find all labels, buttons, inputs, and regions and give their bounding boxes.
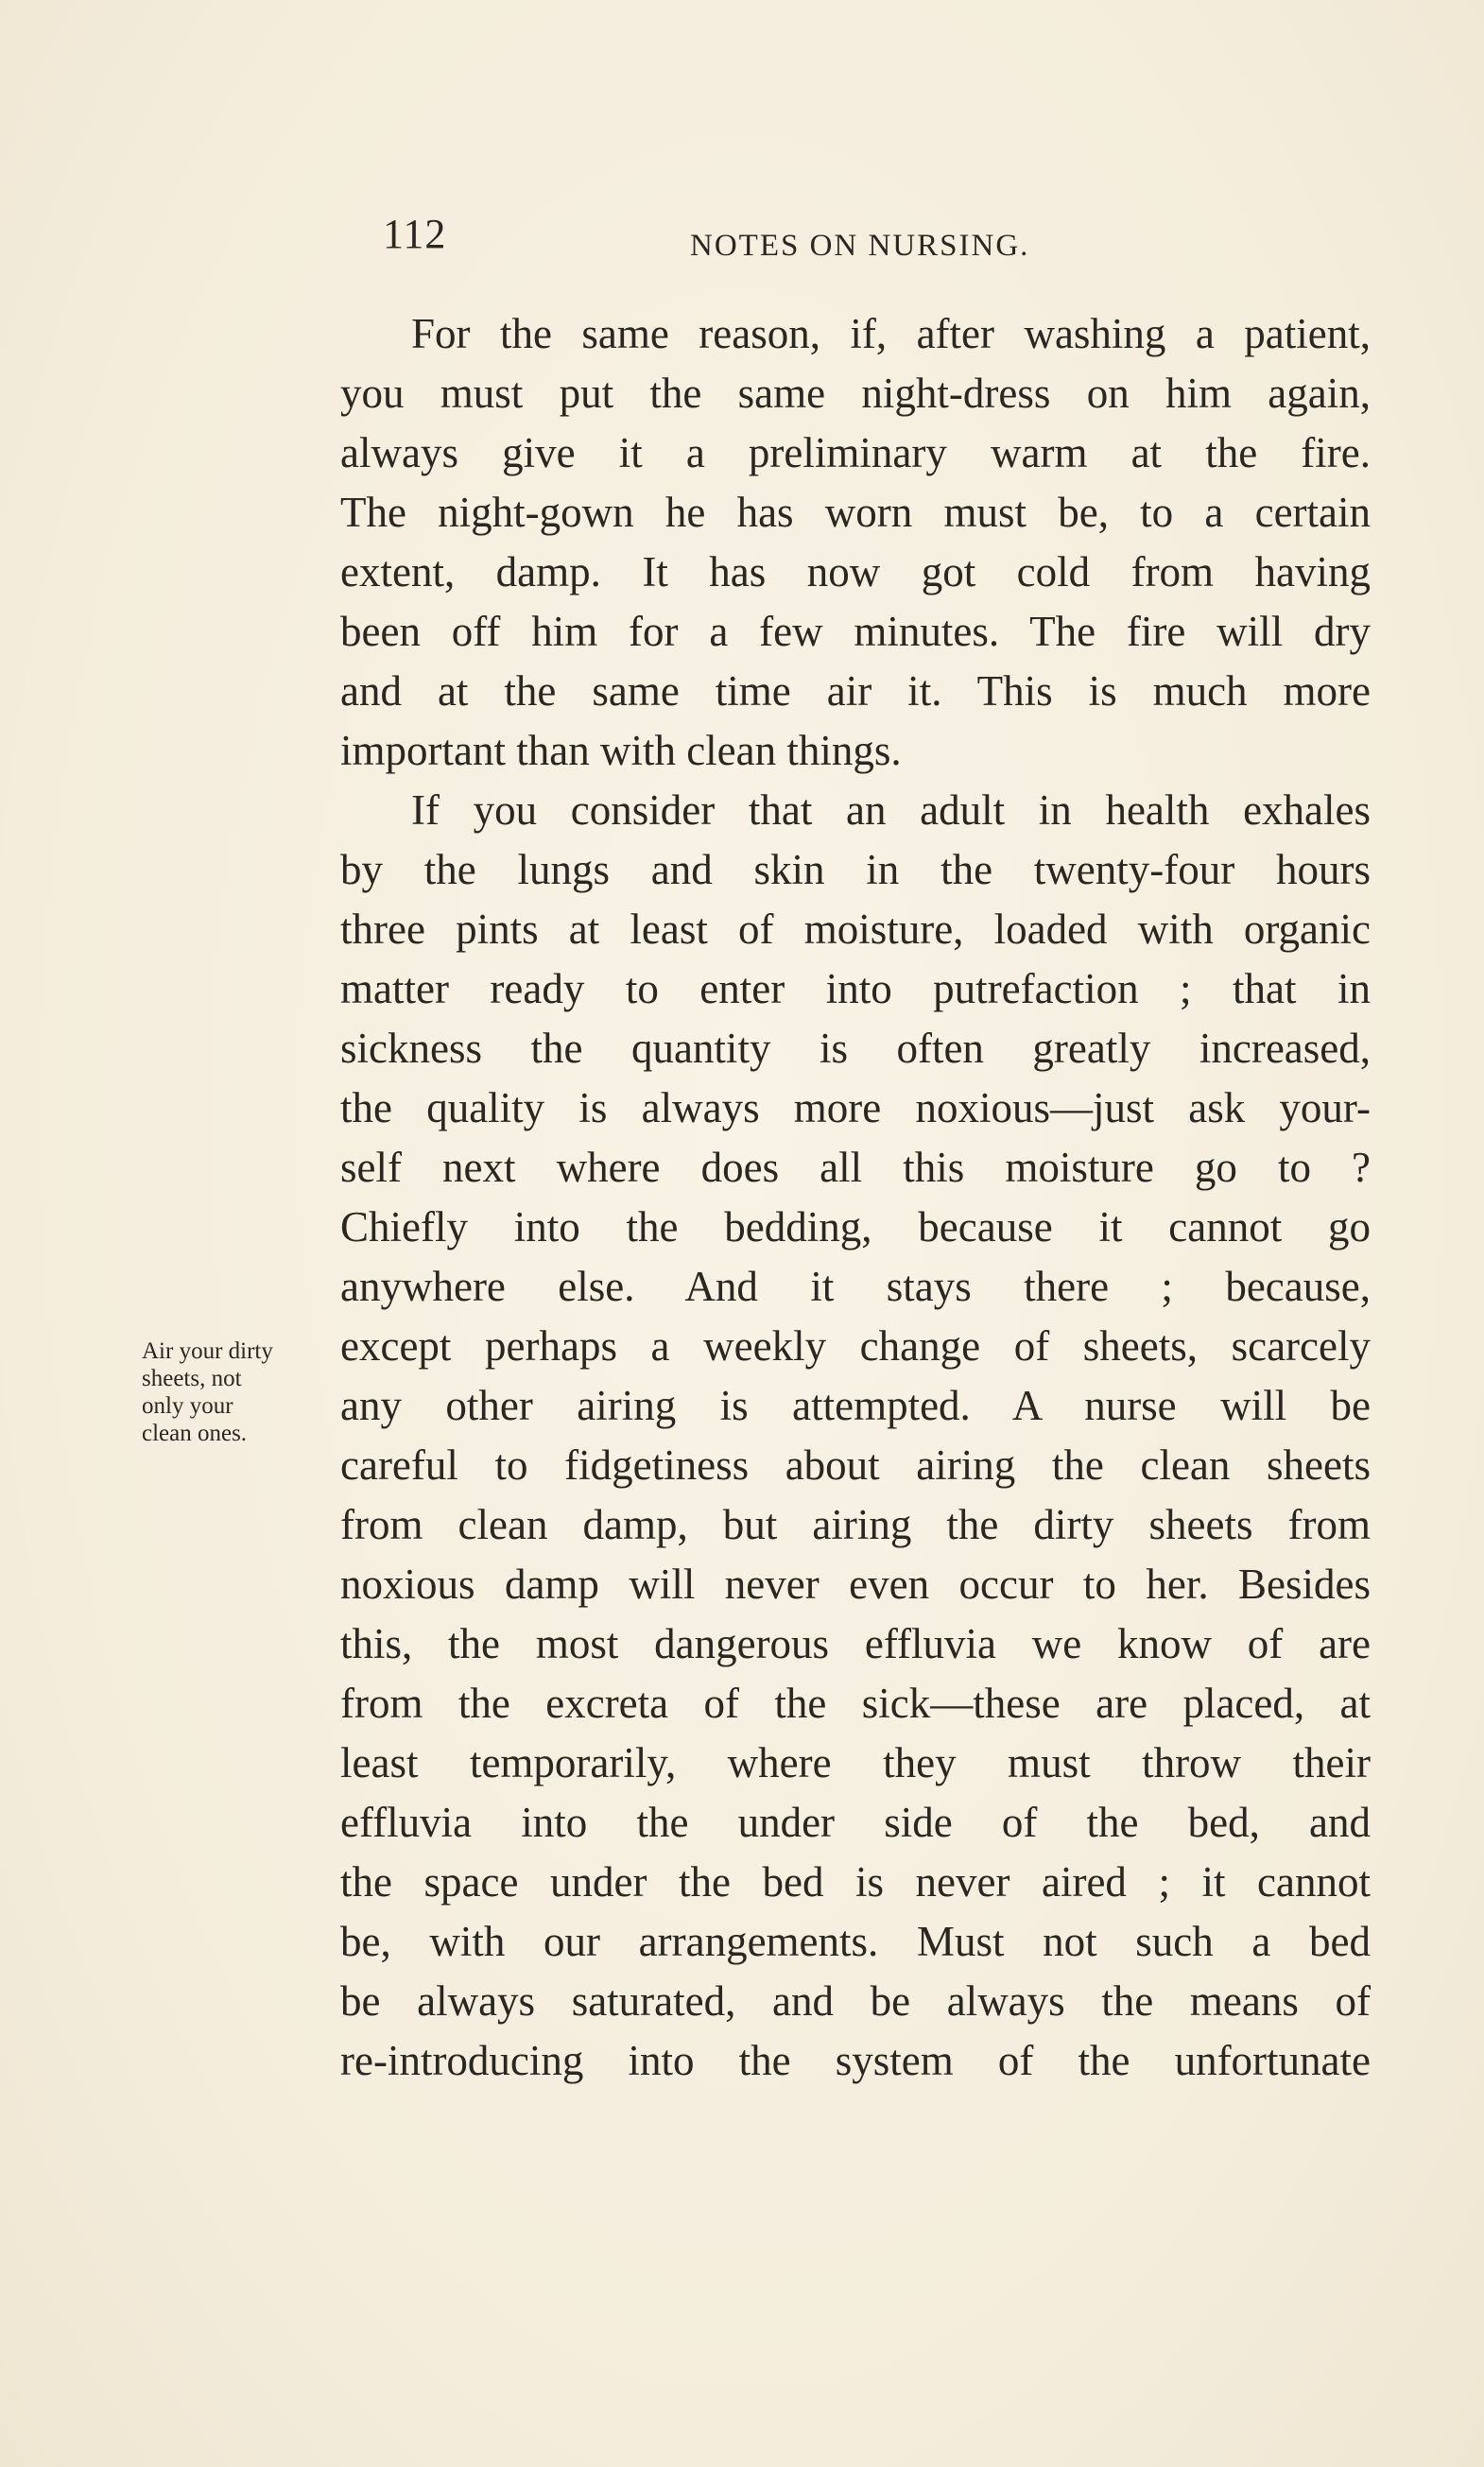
- text-line: except perhaps a weekly change of sheets, scarcely: [340, 1322, 1371, 1370]
- text-line: three pints at least of moisture, loaded with organic: [340, 906, 1371, 953]
- text-line: important than with clean things.: [340, 727, 902, 774]
- page-number: 112: [383, 211, 447, 257]
- text-line: effluvia into the under side of the bed, and: [340, 1799, 1371, 1846]
- text-line: the space under the bed is never aired ; it cannot: [340, 1858, 1371, 1906]
- text-line: been off him for a few minutes. The fire will dry: [340, 608, 1371, 655]
- body-text: [340, 304, 1371, 2091]
- text-line: The night-gown he has worn must be, to a certain: [340, 489, 1371, 536]
- text-line: always give it a preliminary warm at the fire.: [340, 429, 1371, 476]
- marginal-note: [142, 1337, 331, 1447]
- text-line: anywhere else. And it stays there ; because,: [340, 1263, 1371, 1310]
- text-line: you must put the same night-dress on him again,: [340, 370, 1371, 417]
- text-line: and at the same time air it. This is much more: [340, 667, 1371, 715]
- text-line: Chiefly into the bedding, because it cannot go: [340, 1203, 1371, 1251]
- text-line: If you consider that an adult in health exhales: [411, 786, 1371, 834]
- text-line: be, with our arrangements. Must not such a bed: [340, 1918, 1371, 1965]
- text-line: from the excreta of the sick—these are placed, at: [340, 1680, 1371, 1727]
- marginal-note-line: only your: [142, 1393, 233, 1419]
- text-line: by the lungs and skin in the twenty-four hours: [340, 846, 1371, 893]
- text-line: careful to fidgetiness about airing the clean sheets: [340, 1441, 1371, 1489]
- marginal-note-line: Air your dirty: [142, 1338, 273, 1364]
- text-line: least temporarily, where they must throw their: [340, 1739, 1371, 1786]
- text-line: noxious damp will never even occur to her. Besides: [340, 1561, 1371, 1608]
- text-line: re-introducing into the system of the unfortunate: [340, 2037, 1371, 2084]
- text-line: this, the most dangerous effluvia we know of are: [340, 1620, 1371, 1667]
- marginal-note-line: clean ones.: [142, 1421, 248, 1446]
- text-line: any other airing is attempted. A nurse will be: [340, 1382, 1371, 1429]
- marginal-note-line: sheets, not: [142, 1366, 242, 1391]
- text-line: be always saturated, and be always the means of: [340, 1977, 1371, 2025]
- text-line: self next where does all this moisture go to ?: [340, 1144, 1371, 1191]
- running-head: NOTES ON NURSING.: [690, 229, 1030, 263]
- text-line: matter ready to enter into putrefaction ; that in: [340, 965, 1371, 1012]
- text-line: from clean damp, but airing the dirty sheets from: [340, 1501, 1371, 1548]
- text-line: the quality is always more noxious—just ask your-: [340, 1084, 1371, 1131]
- text-line: extent, damp. It has now got cold from having: [340, 548, 1371, 595]
- text-line: sickness the quantity is often greatly increased,: [340, 1025, 1371, 1072]
- text-line: For the same reason, if, after washing a patient,: [411, 310, 1371, 357]
